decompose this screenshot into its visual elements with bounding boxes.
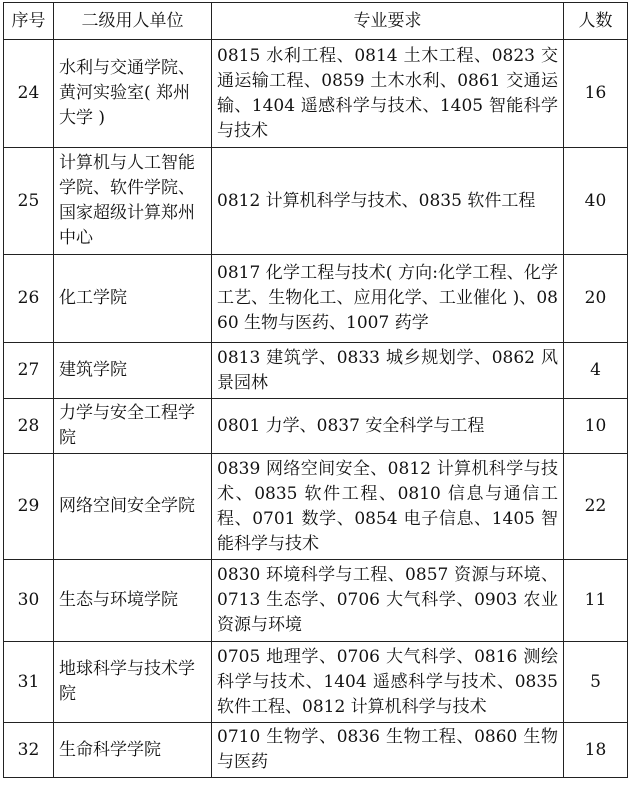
row-count: 11: [564, 560, 628, 642]
row-seq: 27: [4, 343, 54, 399]
row-requirement: 0815 水利工程、0814 土木工程、0823 交通运输工程、0859 土木水利、0861 交通运输、1404 遥感科学与技术、1405 智能科学与技术: [212, 40, 564, 148]
row-requirement: 0710 生物学、0836 生物工程、0860 生物与医药: [212, 723, 564, 778]
row-requirement: 0830 环境科学与工程、0857 资源与环境、0713 生态学、0706 大气科学、0903 农业资源与环境: [212, 560, 564, 642]
row-unit: 地球科学与技术学院: [54, 642, 212, 723]
row-requirement: 0817 化学工程与技术( 方向:化学工程、化学工艺、生物化工、应用化学、工业催化 )、0860 生物与医药、1007 药学: [212, 255, 564, 343]
row-unit: 力学与安全工程学院: [54, 399, 212, 454]
row-seq: 32: [4, 723, 54, 778]
header-requirement: 专业要求: [212, 3, 564, 40]
row-seq: 31: [4, 642, 54, 723]
table-row: [4, 255, 628, 343]
row-count: 20: [564, 255, 628, 343]
row-count: 22: [564, 454, 628, 560]
header-seq: 序号: [4, 3, 54, 40]
row-count: 18: [564, 723, 628, 778]
row-seq: 26: [4, 255, 54, 343]
row-count: 5: [564, 642, 628, 723]
row-count: 4: [564, 343, 628, 399]
row-seq: 28: [4, 399, 54, 454]
table-row: [4, 343, 628, 399]
row-unit: 建筑学院: [54, 343, 212, 399]
row-unit: 生态与环境学院: [54, 560, 212, 642]
table-row: [4, 40, 628, 148]
row-requirement: 0801 力学、0837 安全科学与工程: [212, 399, 564, 454]
table-row: [4, 454, 628, 560]
table-row: [4, 399, 628, 454]
row-seq: 30: [4, 560, 54, 642]
row-unit: 水利与交通学院、黄河实验室( 郑州大学 ): [54, 40, 212, 148]
row-seq: 25: [4, 148, 54, 255]
header-row: [4, 3, 628, 40]
header-count: 人数: [564, 3, 628, 40]
recruitment-table: [3, 2, 628, 778]
row-seq: 24: [4, 40, 54, 148]
row-requirement: 0839 网络空间安全、0812 计算机科学与技术、0835 软件工程、0810 信息与通信工程、0701 数学、0854 电子信息、1405 智能科学与技术: [212, 454, 564, 560]
row-count: 40: [564, 148, 628, 255]
row-count: 10: [564, 399, 628, 454]
row-unit: 化工学院: [54, 255, 212, 343]
row-requirement: 0813 建筑学、0833 城乡规划学、0862 风景园林: [212, 343, 564, 399]
row-seq: 29: [4, 454, 54, 560]
row-requirement: 0812 计算机科学与技术、0835 软件工程: [212, 148, 564, 255]
row-count: 16: [564, 40, 628, 148]
row-unit: 生命科学学院: [54, 723, 212, 778]
header-unit: 二级用人单位: [54, 3, 212, 40]
table-row: [4, 148, 628, 255]
table-row: [4, 723, 628, 778]
row-unit: 计算机与人工智能学院、软件学院、国家超级计算郑州中心: [54, 148, 212, 255]
row-requirement: 0705 地理学、0706 大气科学、0816 测绘科学与技术、1404 遥感科学与技术、0835 软件工程、0812 计算机科学与技术: [212, 642, 564, 723]
table-row: [4, 642, 628, 723]
table-row: [4, 560, 628, 642]
row-unit: 网络空间安全学院: [54, 454, 212, 560]
